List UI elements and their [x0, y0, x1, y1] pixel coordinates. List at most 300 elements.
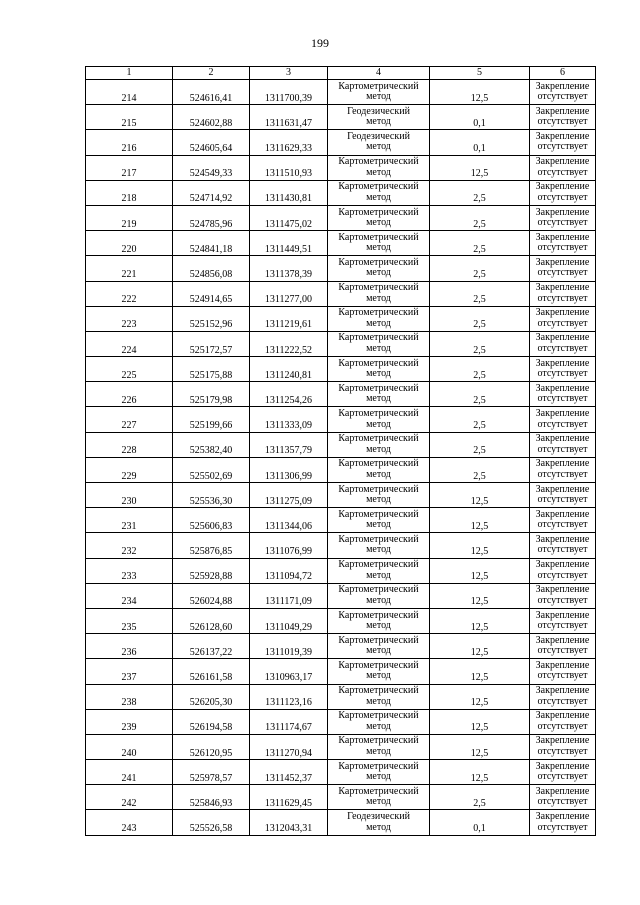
accuracy-cell: 12,5	[430, 558, 530, 583]
cell-line-1: Закрепление	[535, 206, 590, 218]
table-row	[86, 256, 596, 281]
x-coordinate-cell: 524605,64	[173, 130, 250, 155]
point-number-cell: 224	[86, 331, 173, 356]
cell-line-2: отсутствует	[537, 468, 588, 480]
cell-line-2: отсутствует	[537, 620, 588, 632]
accuracy-cell: 2,5	[430, 382, 530, 407]
y-coordinate-cell: 1311306,99	[250, 457, 328, 482]
fixation-cell	[530, 281, 596, 306]
accuracy-cell: 2,5	[430, 331, 530, 356]
cell-line-1: Закрепление	[535, 458, 590, 470]
cell-line-2: отсутствует	[537, 720, 588, 732]
x-coordinate-cell: 525876,85	[173, 533, 250, 558]
cell-line-1: Закрепление	[535, 685, 590, 697]
cell-line-2: метод	[366, 91, 391, 103]
cell-line-2: метод	[366, 720, 391, 732]
point-number-cell: 231	[86, 508, 173, 533]
cell-line-1: Картометрический	[338, 609, 419, 621]
cell-line-1: Закрепление	[535, 760, 590, 772]
fixation-cell	[530, 810, 596, 835]
fixation-cell	[530, 80, 596, 105]
fixation-cell	[530, 432, 596, 457]
fixation-cell	[530, 180, 596, 205]
cell-line-2: отсутствует	[537, 317, 588, 329]
x-coordinate-cell: 524914,65	[173, 281, 250, 306]
method-cell	[328, 180, 430, 205]
method-cell	[328, 80, 430, 105]
point-number-cell: 241	[86, 760, 173, 785]
method-cell	[328, 130, 430, 155]
point-number-cell: 242	[86, 785, 173, 810]
column-header-3: 3	[250, 67, 328, 80]
fixation-cell	[530, 205, 596, 230]
table-row	[86, 205, 596, 230]
cell-line-1: Картометрический	[338, 659, 419, 671]
fixation-cell	[530, 608, 596, 633]
accuracy-cell: 12,5	[430, 80, 530, 105]
cell-line-1: Картометрический	[338, 282, 419, 294]
fixation-cell	[530, 483, 596, 508]
cell-line-1: Закрепление	[535, 156, 590, 168]
cell-line-2: метод	[366, 670, 391, 682]
cell-line-2: отсутствует	[537, 544, 588, 556]
cell-line-2: отсутствует	[537, 745, 588, 757]
point-number-cell: 243	[86, 810, 173, 835]
cell-line-1: Закрепление	[535, 256, 590, 268]
accuracy-cell: 2,5	[430, 457, 530, 482]
cell-line-1: Картометрический	[338, 533, 419, 545]
table-row	[86, 583, 596, 608]
cell-line-1: Картометрический	[338, 231, 419, 243]
cell-line-1: Закрепление	[535, 307, 590, 319]
accuracy-cell: 12,5	[430, 608, 530, 633]
cell-line-2: метод	[366, 519, 391, 531]
cell-line-2: метод	[366, 745, 391, 757]
accuracy-cell: 2,5	[430, 231, 530, 256]
method-cell	[328, 432, 430, 457]
method-cell	[328, 407, 430, 432]
table-row	[86, 382, 596, 407]
y-coordinate-cell: 1311240,81	[250, 357, 328, 382]
cell-line-1: Закрепление	[535, 533, 590, 545]
cell-line-2: метод	[366, 141, 391, 153]
y-coordinate-cell: 1311333,09	[250, 407, 328, 432]
cell-line-1: Закрепление	[535, 408, 590, 420]
y-coordinate-cell: 1311049,29	[250, 608, 328, 633]
cell-line-1: Закрепление	[535, 282, 590, 294]
x-coordinate-cell: 526120,95	[173, 734, 250, 759]
point-number-cell: 235	[86, 608, 173, 633]
table-row	[86, 357, 596, 382]
cell-line-1: Закрепление	[535, 508, 590, 520]
cell-line-2: метод	[366, 217, 391, 229]
cell-line-1: Закрепление	[535, 609, 590, 621]
cell-line-1: Геодезический	[347, 130, 410, 142]
accuracy-cell: 2,5	[430, 407, 530, 432]
point-number-cell: 215	[86, 105, 173, 130]
cell-line-2: метод	[366, 695, 391, 707]
x-coordinate-cell: 525526,58	[173, 810, 250, 835]
table-row	[86, 634, 596, 659]
y-coordinate-cell: 1311254,26	[250, 382, 328, 407]
cell-line-2: отсутствует	[537, 443, 588, 455]
cell-line-1: Картометрический	[338, 760, 419, 772]
accuracy-cell: 0,1	[430, 130, 530, 155]
table-row	[86, 508, 596, 533]
point-number-cell: 234	[86, 583, 173, 608]
cell-line-2: метод	[366, 166, 391, 178]
cell-line-2: отсутствует	[537, 645, 588, 657]
x-coordinate-cell: 525152,96	[173, 306, 250, 331]
accuracy-cell: 12,5	[430, 508, 530, 533]
point-number-cell: 238	[86, 684, 173, 709]
fixation-cell	[530, 155, 596, 180]
method-cell	[328, 634, 430, 659]
cell-line-2: метод	[366, 443, 391, 455]
y-coordinate-cell: 1311357,79	[250, 432, 328, 457]
table-row	[86, 457, 596, 482]
cell-line-1: Картометрический	[338, 80, 419, 92]
cell-line-2: отсутствует	[537, 342, 588, 354]
cell-line-1: Картометрический	[338, 206, 419, 218]
cell-line-1: Геодезический	[347, 811, 410, 823]
cell-line-2: отсутствует	[537, 418, 588, 430]
y-coordinate-cell: 1311344,06	[250, 508, 328, 533]
method-cell	[328, 483, 430, 508]
cell-line-1: Закрепление	[535, 735, 590, 747]
accuracy-cell: 12,5	[430, 583, 530, 608]
column-header-4: 4	[328, 67, 430, 80]
x-coordinate-cell: 525179,98	[173, 382, 250, 407]
x-coordinate-cell: 525928,88	[173, 558, 250, 583]
cell-line-2: отсутствует	[537, 821, 588, 833]
cell-line-1: Картометрический	[338, 685, 419, 697]
y-coordinate-cell: 1311378,39	[250, 256, 328, 281]
method-cell	[328, 785, 430, 810]
x-coordinate-cell: 525846,93	[173, 785, 250, 810]
x-coordinate-cell: 526161,58	[173, 659, 250, 684]
fixation-cell	[530, 734, 596, 759]
x-coordinate-cell: 525175,88	[173, 357, 250, 382]
y-coordinate-cell: 1311449,51	[250, 231, 328, 256]
method-cell	[328, 105, 430, 130]
y-coordinate-cell: 1311219,61	[250, 306, 328, 331]
y-coordinate-cell: 1311094,72	[250, 558, 328, 583]
x-coordinate-cell: 524856,08	[173, 256, 250, 281]
cell-line-1: Закрепление	[535, 357, 590, 369]
cell-line-1: Картометрический	[338, 408, 419, 420]
cell-line-1: Картометрический	[338, 332, 419, 344]
x-coordinate-cell: 526128,60	[173, 608, 250, 633]
x-coordinate-cell: 526194,58	[173, 709, 250, 734]
column-header-6: 6	[530, 67, 596, 80]
fixation-cell	[530, 634, 596, 659]
header-row	[86, 67, 596, 80]
cell-line-2: отсутствует	[537, 166, 588, 178]
method-cell	[328, 155, 430, 180]
cell-line-1: Картометрический	[338, 584, 419, 596]
point-number-cell: 225	[86, 357, 173, 382]
accuracy-cell: 2,5	[430, 205, 530, 230]
point-number-cell: 226	[86, 382, 173, 407]
coordinates-table	[85, 66, 596, 836]
cell-line-2: отсутствует	[537, 267, 588, 279]
method-cell	[328, 684, 430, 709]
cell-line-2: отсутствует	[537, 569, 588, 581]
cell-line-2: метод	[366, 317, 391, 329]
cell-line-2: отсутствует	[537, 594, 588, 606]
method-cell	[328, 382, 430, 407]
table-row	[86, 407, 596, 432]
table-row	[86, 785, 596, 810]
cell-line-1: Картометрический	[338, 357, 419, 369]
x-coordinate-cell: 525536,30	[173, 483, 250, 508]
y-coordinate-cell: 1312043,31	[250, 810, 328, 835]
method-cell	[328, 558, 430, 583]
y-coordinate-cell: 1311629,45	[250, 785, 328, 810]
cell-line-1: Картометрический	[338, 634, 419, 646]
accuracy-cell: 2,5	[430, 785, 530, 810]
cell-line-2: отсутствует	[537, 519, 588, 531]
fixation-cell	[530, 785, 596, 810]
cell-line-2: метод	[366, 771, 391, 783]
cell-line-2: отсутствует	[537, 91, 588, 103]
accuracy-cell: 2,5	[430, 180, 530, 205]
point-number-cell: 219	[86, 205, 173, 230]
method-cell	[328, 331, 430, 356]
method-cell	[328, 205, 430, 230]
table-row	[86, 130, 596, 155]
table-row	[86, 306, 596, 331]
table-row	[86, 483, 596, 508]
cell-line-2: метод	[366, 242, 391, 254]
y-coordinate-cell: 1311123,16	[250, 684, 328, 709]
cell-line-1: Закрепление	[535, 785, 590, 797]
x-coordinate-cell: 524602,88	[173, 105, 250, 130]
x-coordinate-cell: 525502,69	[173, 457, 250, 482]
fixation-cell	[530, 306, 596, 331]
cell-line-2: отсутствует	[537, 242, 588, 254]
y-coordinate-cell: 1311452,37	[250, 760, 328, 785]
column-header-2: 2	[173, 67, 250, 80]
cell-line-2: метод	[366, 418, 391, 430]
cell-line-1: Закрепление	[535, 483, 590, 495]
fixation-cell	[530, 709, 596, 734]
y-coordinate-cell: 1311475,02	[250, 205, 328, 230]
y-coordinate-cell: 1311171,09	[250, 583, 328, 608]
y-coordinate-cell: 1311510,93	[250, 155, 328, 180]
cell-line-1: Закрепление	[535, 634, 590, 646]
fixation-cell	[530, 331, 596, 356]
method-cell	[328, 256, 430, 281]
table-row	[86, 105, 596, 130]
cell-line-1: Картометрический	[338, 483, 419, 495]
x-coordinate-cell: 525382,40	[173, 432, 250, 457]
accuracy-cell: 2,5	[430, 256, 530, 281]
fixation-cell	[530, 357, 596, 382]
cell-line-2: отсутствует	[537, 771, 588, 783]
fixation-cell	[530, 407, 596, 432]
cell-line-1: Картометрический	[338, 508, 419, 520]
x-coordinate-cell: 524841,18	[173, 231, 250, 256]
cell-line-1: Картометрический	[338, 382, 419, 394]
table-row	[86, 80, 596, 105]
fixation-cell	[530, 558, 596, 583]
cell-line-1: Картометрический	[338, 735, 419, 747]
accuracy-cell: 0,1	[430, 105, 530, 130]
accuracy-cell: 2,5	[430, 432, 530, 457]
cell-line-1: Картометрический	[338, 156, 419, 168]
cell-line-1: Картометрический	[338, 785, 419, 797]
x-coordinate-cell: 524616,41	[173, 80, 250, 105]
fixation-cell	[530, 256, 596, 281]
method-cell	[328, 709, 430, 734]
method-cell	[328, 306, 430, 331]
cell-line-1: Картометрический	[338, 458, 419, 470]
table-row	[86, 432, 596, 457]
point-number-cell: 214	[86, 80, 173, 105]
y-coordinate-cell: 1311275,09	[250, 483, 328, 508]
table-row	[86, 608, 596, 633]
table-row	[86, 155, 596, 180]
x-coordinate-cell: 526205,30	[173, 684, 250, 709]
cell-line-2: метод	[366, 544, 391, 556]
y-coordinate-cell: 1311270,94	[250, 734, 328, 759]
fixation-cell	[530, 583, 596, 608]
y-coordinate-cell: 1311700,39	[250, 80, 328, 105]
accuracy-cell: 12,5	[430, 684, 530, 709]
method-cell	[328, 533, 430, 558]
cell-line-2: метод	[366, 342, 391, 354]
fixation-cell	[530, 533, 596, 558]
method-cell	[328, 281, 430, 306]
cell-line-2: метод	[366, 594, 391, 606]
fixation-cell	[530, 130, 596, 155]
accuracy-cell: 12,5	[430, 709, 530, 734]
cell-line-2: отсутствует	[537, 670, 588, 682]
cell-line-1: Закрепление	[535, 584, 590, 596]
method-cell	[328, 734, 430, 759]
cell-line-2: отсутствует	[537, 116, 588, 128]
x-coordinate-cell: 524549,33	[173, 155, 250, 180]
accuracy-cell: 0,1	[430, 810, 530, 835]
fixation-cell	[530, 684, 596, 709]
cell-line-1: Закрепление	[535, 105, 590, 117]
x-coordinate-cell: 525606,83	[173, 508, 250, 533]
cell-line-1: Закрепление	[535, 382, 590, 394]
table-row	[86, 558, 596, 583]
cell-line-2: метод	[366, 468, 391, 480]
x-coordinate-cell: 525199,66	[173, 407, 250, 432]
table-row	[86, 810, 596, 835]
method-cell	[328, 810, 430, 835]
cell-line-2: отсутствует	[537, 695, 588, 707]
y-coordinate-cell: 1311430,81	[250, 180, 328, 205]
cell-line-2: отсутствует	[537, 796, 588, 808]
cell-line-2: метод	[366, 292, 391, 304]
cell-line-1: Закрепление	[535, 80, 590, 92]
cell-line-1: Закрепление	[535, 433, 590, 445]
cell-line-1: Картометрический	[338, 710, 419, 722]
point-number-cell: 228	[86, 432, 173, 457]
cell-line-2: метод	[366, 645, 391, 657]
cell-line-2: метод	[366, 796, 391, 808]
point-number-cell: 217	[86, 155, 173, 180]
cell-line-2: отсутствует	[537, 217, 588, 229]
fixation-cell	[530, 508, 596, 533]
point-number-cell: 216	[86, 130, 173, 155]
cell-line-1: Картометрический	[338, 559, 419, 571]
column-header-1: 1	[86, 67, 173, 80]
accuracy-cell: 12,5	[430, 155, 530, 180]
x-coordinate-cell: 524785,96	[173, 205, 250, 230]
cell-line-1: Закрепление	[535, 181, 590, 193]
point-number-cell: 236	[86, 634, 173, 659]
cell-line-2: метод	[366, 393, 391, 405]
fixation-cell	[530, 659, 596, 684]
accuracy-cell: 12,5	[430, 533, 530, 558]
page-number: 199	[311, 36, 329, 50]
table-row	[86, 659, 596, 684]
accuracy-cell: 12,5	[430, 634, 530, 659]
x-coordinate-cell: 526024,88	[173, 583, 250, 608]
cell-line-2: метод	[366, 821, 391, 833]
point-number-cell: 229	[86, 457, 173, 482]
table-header	[86, 67, 596, 80]
cell-line-1: Закрепление	[535, 811, 590, 823]
cell-line-1: Картометрический	[338, 181, 419, 193]
cell-line-1: Закрепление	[535, 559, 590, 571]
cell-line-2: метод	[366, 368, 391, 380]
table-row	[86, 684, 596, 709]
y-coordinate-cell: 1311019,39	[250, 634, 328, 659]
cell-line-1: Картометрический	[338, 307, 419, 319]
cell-line-2: отсутствует	[537, 393, 588, 405]
cell-line-1: Закрепление	[535, 659, 590, 671]
column-header-5: 5	[430, 67, 530, 80]
table-row	[86, 331, 596, 356]
cell-line-1: Картометрический	[338, 256, 419, 268]
table-row	[86, 180, 596, 205]
y-coordinate-cell: 1311076,99	[250, 533, 328, 558]
method-cell	[328, 457, 430, 482]
cell-line-2: метод	[366, 116, 391, 128]
cell-line-2: отсутствует	[537, 191, 588, 203]
method-cell	[328, 583, 430, 608]
table-body	[86, 80, 596, 836]
y-coordinate-cell: 1311174,67	[250, 709, 328, 734]
table-row	[86, 709, 596, 734]
x-coordinate-cell: 524714,92	[173, 180, 250, 205]
y-coordinate-cell: 1311629,33	[250, 130, 328, 155]
method-cell	[328, 608, 430, 633]
point-number-cell: 223	[86, 306, 173, 331]
cell-line-2: отсутствует	[537, 292, 588, 304]
method-cell	[328, 659, 430, 684]
accuracy-cell: 12,5	[430, 659, 530, 684]
accuracy-cell: 2,5	[430, 281, 530, 306]
table-row	[86, 281, 596, 306]
table-row	[86, 231, 596, 256]
cell-line-2: метод	[366, 191, 391, 203]
cell-line-2: метод	[366, 267, 391, 279]
y-coordinate-cell: 1310963,17	[250, 659, 328, 684]
point-number-cell: 233	[86, 558, 173, 583]
cell-line-2: метод	[366, 620, 391, 632]
fixation-cell	[530, 382, 596, 407]
method-cell	[328, 357, 430, 382]
fixation-cell	[530, 457, 596, 482]
